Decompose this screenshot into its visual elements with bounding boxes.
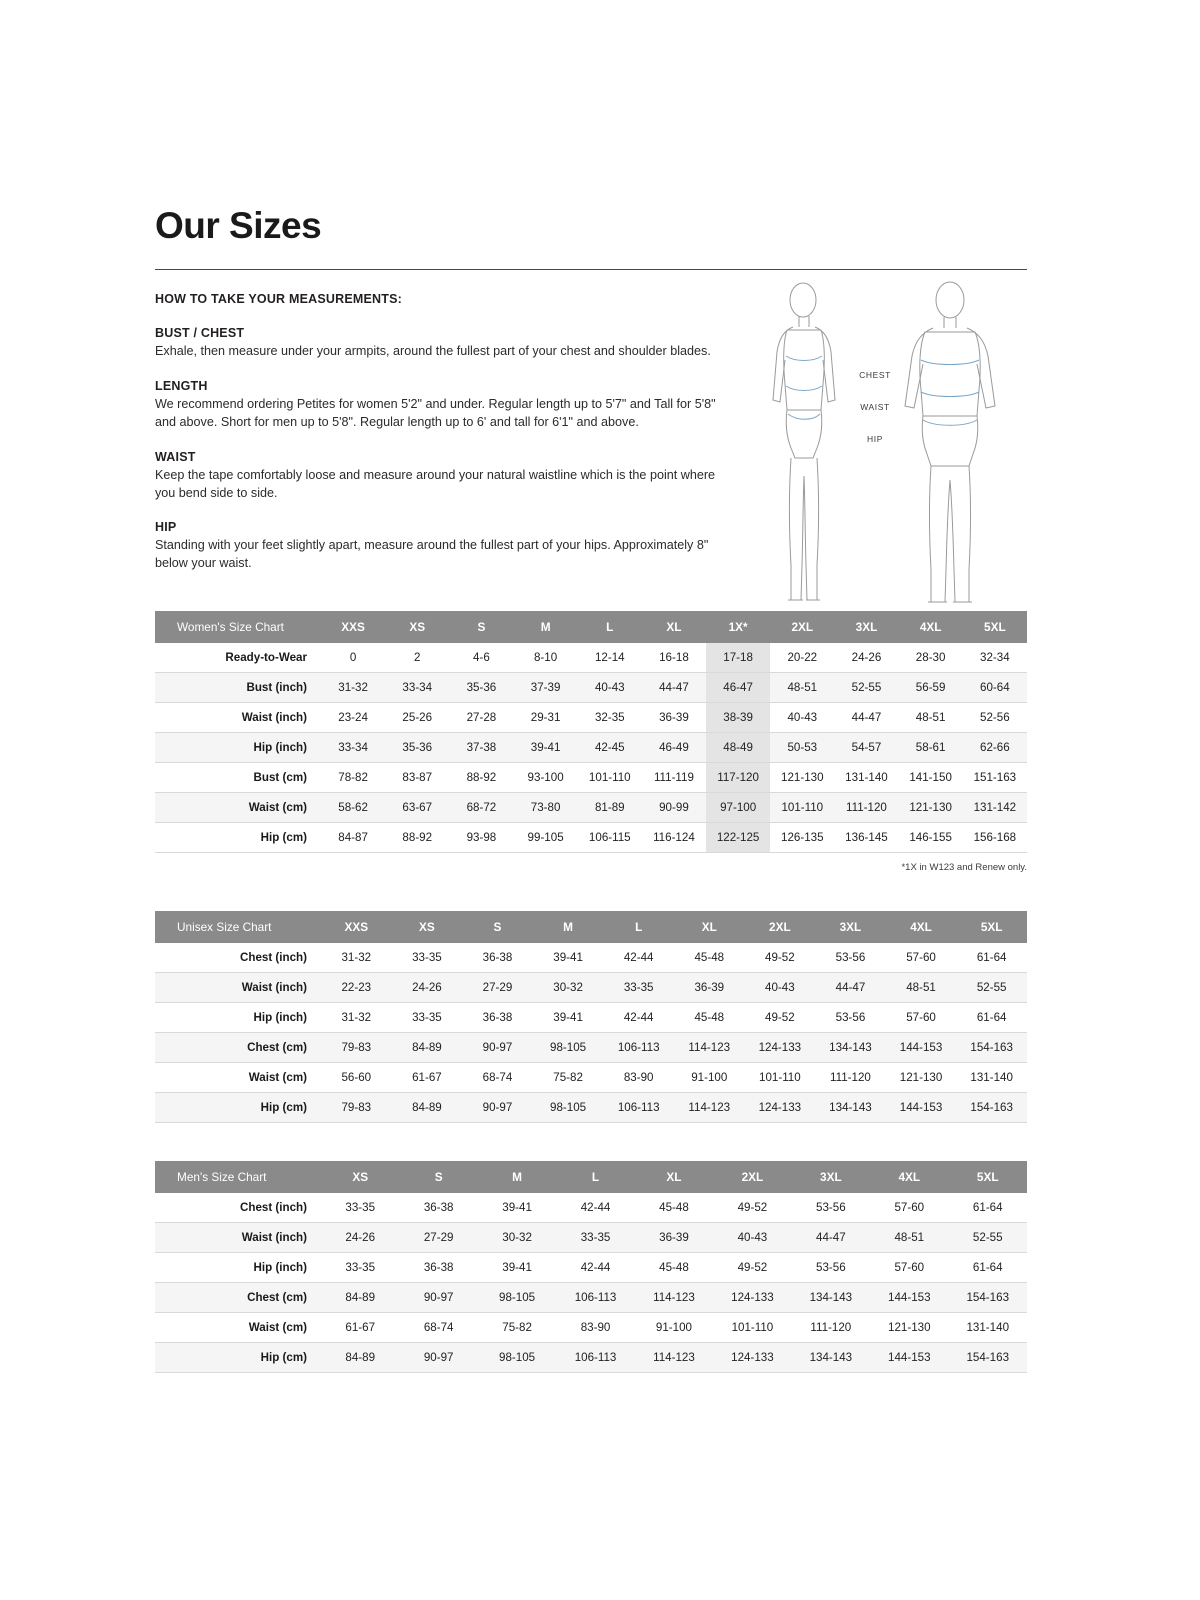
cell: 39-41 — [478, 1193, 556, 1223]
column-header: 4XL — [870, 1161, 948, 1193]
table-row — [155, 703, 1027, 733]
cell: 111-120 — [834, 793, 898, 823]
cell: 144-153 — [886, 1093, 957, 1123]
figure-measurement-labels — [855, 370, 895, 466]
cell: 121-130 — [870, 1313, 948, 1343]
column-header: L — [556, 1161, 634, 1193]
column-header: S — [449, 611, 513, 643]
measurement-instructions — [155, 326, 720, 573]
cell: 8-10 — [514, 643, 578, 673]
cell: 33-35 — [321, 1253, 399, 1283]
cell: 101-110 — [770, 793, 834, 823]
cell: 49-52 — [745, 1003, 816, 1033]
column-header: 5XL — [949, 1161, 1028, 1193]
table-row — [155, 943, 1027, 973]
body-measurement-figures — [755, 280, 1030, 630]
cell: 111-119 — [642, 763, 706, 793]
row-label: Waist (inch) — [155, 703, 321, 733]
section-heading-waist: WAIST — [155, 449, 196, 464]
cell: 53-56 — [815, 943, 886, 973]
cell: 61-64 — [949, 1253, 1028, 1283]
cell: 33-35 — [392, 1003, 463, 1033]
cell: 46-49 — [642, 733, 706, 763]
table-header-row — [155, 1161, 1027, 1193]
table-row — [155, 763, 1027, 793]
cell: 42-44 — [603, 943, 674, 973]
cell: 33-35 — [556, 1223, 634, 1253]
column-header: 3XL — [815, 911, 886, 943]
cell: 106-113 — [603, 1033, 674, 1063]
cell: 90-97 — [399, 1283, 477, 1313]
cell: 16-18 — [642, 643, 706, 673]
cell: 42-44 — [556, 1253, 634, 1283]
cell: 31-32 — [321, 943, 392, 973]
cell: 56-60 — [321, 1063, 392, 1093]
cell: 40-43 — [578, 673, 642, 703]
cell: 33-35 — [603, 973, 674, 1003]
cell: 44-47 — [792, 1223, 870, 1253]
cell: 90-97 — [462, 1033, 533, 1063]
cell: 57-60 — [870, 1253, 948, 1283]
cell: 61-64 — [949, 1193, 1028, 1223]
cell: 98-105 — [533, 1093, 604, 1123]
cell: 144-153 — [886, 1033, 957, 1063]
womens-size-chart-section — [155, 611, 1027, 873]
row-label: Waist (cm) — [155, 1063, 321, 1093]
cell: 91-100 — [635, 1313, 713, 1343]
cell: 154-163 — [956, 1093, 1027, 1123]
cell: 39-41 — [533, 1003, 604, 1033]
cell: 39-41 — [478, 1253, 556, 1283]
cell: 154-163 — [949, 1283, 1028, 1313]
cell: 17-18 — [706, 643, 770, 673]
cell: 40-43 — [713, 1223, 791, 1253]
title-divider — [155, 269, 1027, 270]
cell: 48-51 — [899, 703, 963, 733]
column-header: XL — [674, 911, 745, 943]
cell: 48-51 — [870, 1223, 948, 1253]
cell: 61-67 — [392, 1063, 463, 1093]
row-label: Chest (inch) — [155, 943, 321, 973]
cell: 131-140 — [956, 1063, 1027, 1093]
cell: 79-83 — [321, 1093, 392, 1123]
cell: 33-35 — [321, 1193, 399, 1223]
cell: 50-53 — [770, 733, 834, 763]
section-heading-hip: HIP — [155, 520, 177, 535]
cell: 101-110 — [745, 1063, 816, 1093]
cell: 60-64 — [963, 673, 1027, 703]
cell: 57-60 — [886, 943, 957, 973]
cell: 35-36 — [385, 733, 449, 763]
cell: 117-120 — [706, 763, 770, 793]
cell: 36-38 — [462, 1003, 533, 1033]
cell: 53-56 — [815, 1003, 886, 1033]
column-header: 1X* — [706, 611, 770, 643]
column-header: 2XL — [713, 1161, 791, 1193]
cell: 121-130 — [886, 1063, 957, 1093]
cell: 52-56 — [963, 703, 1027, 733]
cell: 114-123 — [674, 1033, 745, 1063]
cell: 12-14 — [578, 643, 642, 673]
cell: 52-55 — [949, 1223, 1028, 1253]
cell: 98-105 — [478, 1283, 556, 1313]
row-label: Hip (inch) — [155, 733, 321, 763]
cell: 31-32 — [321, 673, 385, 703]
cell: 30-32 — [533, 973, 604, 1003]
cell: 114-123 — [674, 1093, 745, 1123]
cell: 84-89 — [321, 1343, 399, 1373]
column-header: M — [514, 611, 578, 643]
column-header: L — [603, 911, 674, 943]
cell: 99-105 — [514, 823, 578, 853]
table-row — [155, 1343, 1027, 1373]
cell: 27-29 — [462, 973, 533, 1003]
cell: 33-34 — [321, 733, 385, 763]
cell: 36-39 — [635, 1223, 713, 1253]
row-label: Hip (cm) — [155, 823, 321, 853]
row-label: Hip (inch) — [155, 1253, 321, 1283]
table-row — [155, 673, 1027, 703]
page-content — [155, 205, 1027, 1373]
cell: 31-32 — [321, 1003, 392, 1033]
table-row — [155, 973, 1027, 1003]
column-header: XXS — [321, 611, 385, 643]
cell: 154-163 — [956, 1033, 1027, 1063]
cell: 126-135 — [770, 823, 834, 853]
mens-chart-title: Men's Size Chart — [155, 1161, 321, 1193]
table-row — [155, 643, 1027, 673]
cell: 24-26 — [392, 973, 463, 1003]
cell: 24-26 — [321, 1223, 399, 1253]
cell: 134-143 — [815, 1093, 886, 1123]
cell: 58-62 — [321, 793, 385, 823]
cell: 124-133 — [713, 1283, 791, 1313]
cell: 81-89 — [578, 793, 642, 823]
figure-label-chest: CHEST — [859, 370, 891, 380]
column-header: S — [462, 911, 533, 943]
table-row — [155, 1283, 1027, 1313]
row-label: Ready-to-Wear — [155, 643, 321, 673]
section-body-bust-chest: Exhale, then measure under your armpits, around the fullest part of your chest and shoulder blades. — [155, 344, 711, 358]
cell: 106-115 — [578, 823, 642, 853]
figure-label-hip: HIP — [867, 434, 883, 444]
cell: 2 — [385, 643, 449, 673]
cell: 45-48 — [674, 943, 745, 973]
cell: 53-56 — [792, 1193, 870, 1223]
cell: 61-64 — [956, 943, 1027, 973]
cell: 20-22 — [770, 643, 834, 673]
cell: 39-41 — [533, 943, 604, 973]
cell: 36-38 — [462, 943, 533, 973]
cell: 151-163 — [963, 763, 1027, 793]
row-label: Waist (inch) — [155, 1223, 321, 1253]
cell: 114-123 — [635, 1343, 713, 1373]
cell: 44-47 — [642, 673, 706, 703]
cell: 93-100 — [514, 763, 578, 793]
unisex-size-chart-table — [155, 911, 1027, 1123]
cell: 111-120 — [792, 1313, 870, 1343]
table-row — [155, 793, 1027, 823]
cell: 28-30 — [899, 643, 963, 673]
row-label: Bust (inch) — [155, 673, 321, 703]
cell: 48-51 — [886, 973, 957, 1003]
cell: 23-24 — [321, 703, 385, 733]
column-header: XS — [392, 911, 463, 943]
cell: 144-153 — [870, 1343, 948, 1373]
cell: 40-43 — [770, 703, 834, 733]
cell: 121-130 — [770, 763, 834, 793]
cell: 90-97 — [399, 1343, 477, 1373]
cell: 36-38 — [399, 1193, 477, 1223]
cell: 42-44 — [556, 1193, 634, 1223]
cell: 58-61 — [899, 733, 963, 763]
mens-size-chart-table — [155, 1161, 1027, 1373]
column-header: 3XL — [792, 1161, 870, 1193]
column-header: XS — [321, 1161, 399, 1193]
row-label: Chest (cm) — [155, 1283, 321, 1313]
section-body-hip: Standing with your feet slightly apart, measure around the fullest part of your hips. Approximately 8" below your waist. — [155, 538, 709, 571]
cell: 40-43 — [745, 973, 816, 1003]
column-header: 5XL — [963, 611, 1027, 643]
section-heading-bust-chest: BUST / CHEST — [155, 326, 245, 340]
cell: 88-92 — [385, 823, 449, 853]
row-label: Hip (inch) — [155, 1003, 321, 1033]
cell: 29-31 — [514, 703, 578, 733]
section-body-length: We recommend ordering Petites for women 5'2" and under. Regular length up to 5'7" and Tall for 5'8" and above. Short for men up to 5'8". Regular length up to 6' and tall for 6'1" and above. — [155, 396, 716, 429]
cell: 146-155 — [899, 823, 963, 853]
cell: 61-67 — [321, 1313, 399, 1343]
cell: 46-47 — [706, 673, 770, 703]
table-row — [155, 733, 1027, 763]
column-header: XXS — [321, 911, 392, 943]
cell: 38-39 — [706, 703, 770, 733]
cell: 131-140 — [949, 1313, 1028, 1343]
cell: 68-74 — [462, 1063, 533, 1093]
cell: 75-82 — [478, 1313, 556, 1343]
cell: 83-90 — [556, 1313, 634, 1343]
cell: 98-105 — [478, 1343, 556, 1373]
cell: 101-110 — [713, 1313, 791, 1343]
cell: 156-168 — [963, 823, 1027, 853]
page-title: Our Sizes — [155, 205, 322, 246]
cell: 36-38 — [399, 1253, 477, 1283]
cell: 32-34 — [963, 643, 1027, 673]
cell: 44-47 — [834, 703, 898, 733]
cell: 32-35 — [578, 703, 642, 733]
unisex-chart-title: Unisex Size Chart — [155, 911, 321, 943]
cell: 37-39 — [514, 673, 578, 703]
column-header: XL — [635, 1161, 713, 1193]
column-header: 4XL — [886, 911, 957, 943]
cell: 54-57 — [834, 733, 898, 763]
cell: 30-32 — [478, 1223, 556, 1253]
cell: 45-48 — [674, 1003, 745, 1033]
cell: 131-142 — [963, 793, 1027, 823]
cell: 134-143 — [792, 1343, 870, 1373]
column-header: XL — [642, 611, 706, 643]
cell: 57-60 — [886, 1003, 957, 1033]
cell: 49-52 — [745, 943, 816, 973]
row-label: Chest (cm) — [155, 1033, 321, 1063]
section-body-waist: Keep the tape comfortably loose and measure around your natural waistline which is the point where you bend side to side. — [155, 467, 716, 500]
cell: 25-26 — [385, 703, 449, 733]
column-header: 5XL — [956, 911, 1027, 943]
cell: 134-143 — [815, 1033, 886, 1063]
cell: 61-64 — [956, 1003, 1027, 1033]
cell: 48-51 — [770, 673, 834, 703]
cell: 90-99 — [642, 793, 706, 823]
cell: 45-48 — [635, 1253, 713, 1283]
column-header: 2XL — [770, 611, 834, 643]
cell: 37-38 — [449, 733, 513, 763]
cell: 91-100 — [674, 1063, 745, 1093]
cell: 79-83 — [321, 1033, 392, 1063]
mens-size-chart-section — [155, 1161, 1027, 1373]
cell: 68-72 — [449, 793, 513, 823]
cell: 84-89 — [321, 1283, 399, 1313]
row-label: Bust (cm) — [155, 763, 321, 793]
cell: 84-89 — [392, 1093, 463, 1123]
cell: 42-44 — [603, 1003, 674, 1033]
cell: 57-60 — [870, 1193, 948, 1223]
cell: 24-26 — [834, 643, 898, 673]
row-label: Waist (inch) — [155, 973, 321, 1003]
table-header-row — [155, 911, 1027, 943]
cell: 111-120 — [815, 1063, 886, 1093]
cell: 49-52 — [713, 1253, 791, 1283]
cell: 62-66 — [963, 733, 1027, 763]
cell: 131-140 — [834, 763, 898, 793]
womens-chart-title: Women's Size Chart — [155, 611, 321, 643]
cell: 36-39 — [642, 703, 706, 733]
section-heading-length: LENGTH — [155, 378, 208, 393]
cell: 53-56 — [792, 1253, 870, 1283]
table-row — [155, 1003, 1027, 1033]
table-row — [155, 1063, 1027, 1093]
cell: 83-87 — [385, 763, 449, 793]
cell: 48-49 — [706, 733, 770, 763]
cell: 27-28 — [449, 703, 513, 733]
row-label: Hip (cm) — [155, 1093, 321, 1123]
howto-heading: HOW TO TAKE YOUR MEASUREMENTS: — [155, 292, 402, 306]
cell: 45-48 — [635, 1193, 713, 1223]
cell: 75-82 — [533, 1063, 604, 1093]
column-header: XS — [385, 611, 449, 643]
table-row — [155, 1223, 1027, 1253]
cell: 39-41 — [514, 733, 578, 763]
table-row — [155, 1193, 1027, 1223]
cell: 101-110 — [578, 763, 642, 793]
figure-label-waist: WAIST — [860, 402, 890, 412]
table-row — [155, 1093, 1027, 1123]
cell: 116-124 — [642, 823, 706, 853]
cell: 141-150 — [899, 763, 963, 793]
cell: 124-133 — [713, 1343, 791, 1373]
cell: 121-130 — [899, 793, 963, 823]
table-row — [155, 1033, 1027, 1063]
cell: 88-92 — [449, 763, 513, 793]
cell: 134-143 — [792, 1283, 870, 1313]
column-header: M — [478, 1161, 556, 1193]
column-header: 4XL — [899, 611, 963, 643]
cell: 106-113 — [556, 1343, 634, 1373]
cell: 68-74 — [399, 1313, 477, 1343]
cell: 93-98 — [449, 823, 513, 853]
cell: 136-145 — [834, 823, 898, 853]
row-label: Hip (cm) — [155, 1343, 321, 1373]
column-header: 2XL — [745, 911, 816, 943]
cell: 52-55 — [834, 673, 898, 703]
table-row — [155, 1253, 1027, 1283]
cell: 83-90 — [603, 1063, 674, 1093]
cell: 97-100 — [706, 793, 770, 823]
column-header: L — [578, 611, 642, 643]
cell: 52-55 — [956, 973, 1027, 1003]
cell: 124-133 — [745, 1033, 816, 1063]
cell: 36-39 — [674, 973, 745, 1003]
cell: 154-163 — [949, 1343, 1028, 1373]
cell: 33-34 — [385, 673, 449, 703]
cell: 73-80 — [514, 793, 578, 823]
column-header: 3XL — [834, 611, 898, 643]
row-label: Chest (inch) — [155, 1193, 321, 1223]
womens-size-chart-table — [155, 611, 1027, 853]
womens-chart-footnote: *1X in W123 and Renew only. — [901, 862, 1027, 874]
table-row — [155, 1313, 1027, 1343]
row-label: Waist (cm) — [155, 793, 321, 823]
unisex-size-chart-section — [155, 911, 1027, 1123]
cell: 63-67 — [385, 793, 449, 823]
cell: 22-23 — [321, 973, 392, 1003]
cell: 35-36 — [449, 673, 513, 703]
cell: 84-87 — [321, 823, 385, 853]
cell: 44-47 — [815, 973, 886, 1003]
table-row — [155, 823, 1027, 853]
cell: 98-105 — [533, 1033, 604, 1063]
cell: 49-52 — [713, 1193, 791, 1223]
cell: 78-82 — [321, 763, 385, 793]
cell: 4-6 — [449, 643, 513, 673]
cell: 114-123 — [635, 1283, 713, 1313]
cell: 42-45 — [578, 733, 642, 763]
cell: 122-125 — [706, 823, 770, 853]
cell: 84-89 — [392, 1033, 463, 1063]
cell: 106-113 — [556, 1283, 634, 1313]
cell: 56-59 — [899, 673, 963, 703]
cell: 106-113 — [603, 1093, 674, 1123]
column-header: M — [533, 911, 604, 943]
cell: 144-153 — [870, 1283, 948, 1313]
column-header: S — [399, 1161, 477, 1193]
cell: 124-133 — [745, 1093, 816, 1123]
cell: 33-35 — [392, 943, 463, 973]
cell: 27-29 — [399, 1223, 477, 1253]
cell: 90-97 — [462, 1093, 533, 1123]
row-label: Waist (cm) — [155, 1313, 321, 1343]
cell: 0 — [321, 643, 385, 673]
